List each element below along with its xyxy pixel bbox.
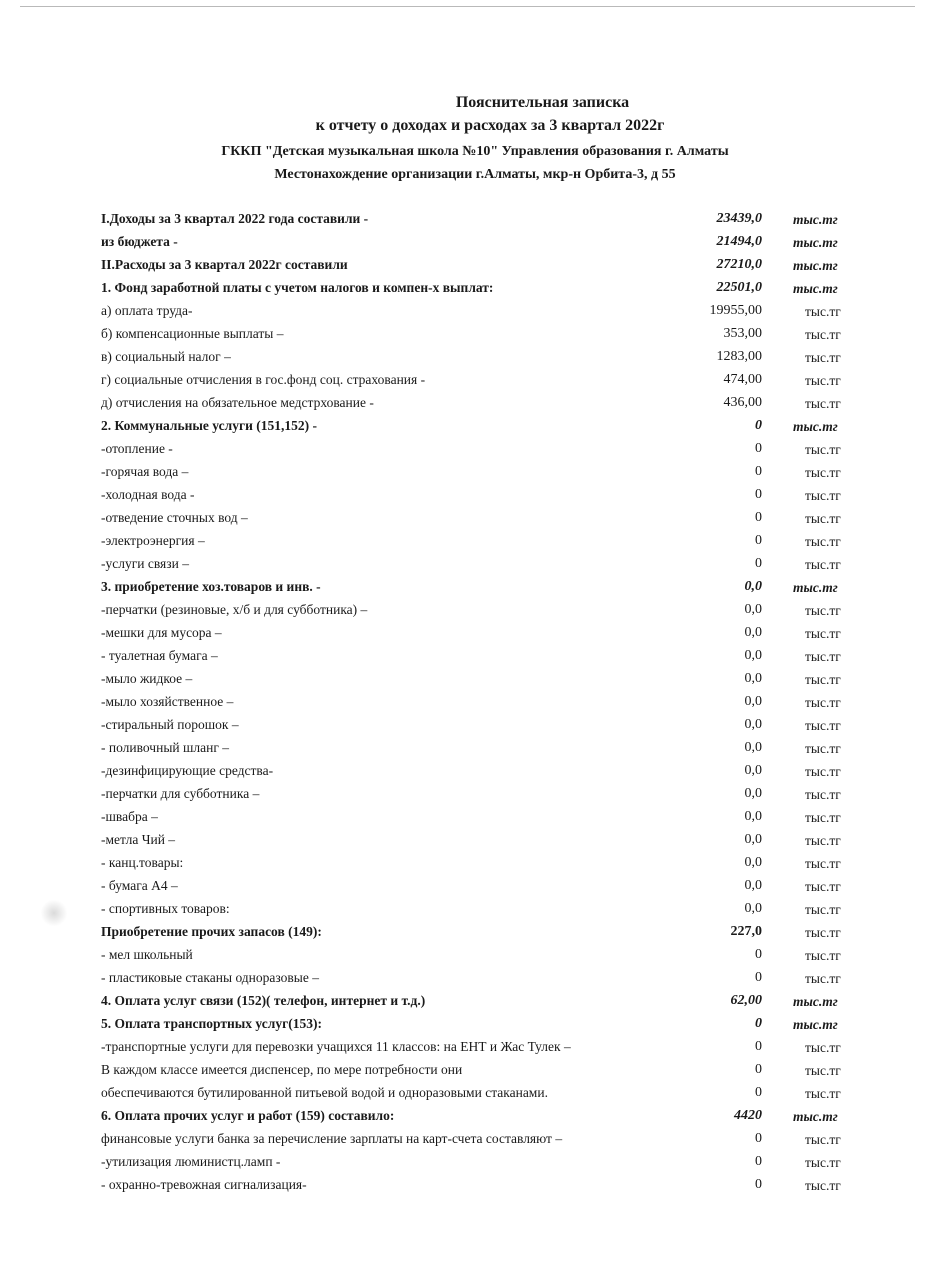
report-line-unit: тыс.тг xyxy=(793,212,838,227)
report-line-label: -отведение сточных вод – xyxy=(101,510,248,525)
report-line-value: 22501,0 xyxy=(716,280,762,295)
report-line-unit: тыс.тг xyxy=(805,304,841,319)
report-line-value: 21494,0 xyxy=(716,234,762,249)
report-line-label: - туалетная бумага – xyxy=(101,648,218,663)
report-line-unit: тыс.тг xyxy=(805,373,841,388)
report-line-value: 436,00 xyxy=(723,395,762,410)
report-line-label: б) компенсационные выплаты – xyxy=(101,326,284,341)
report-line-value: 0,0 xyxy=(744,740,762,755)
report-line-value: 0 xyxy=(755,510,762,525)
report-line-value: 23439,0 xyxy=(716,211,762,226)
report-line xyxy=(0,510,930,530)
report-line-label: 6. Оплата прочих услуг и работ (159) составило: xyxy=(101,1108,395,1123)
report-line-label: II.Расходы за 3 квартал 2022г составили xyxy=(101,257,348,272)
report-line-value: 0 xyxy=(755,970,762,985)
report-line-label: - поливочный шланг – xyxy=(101,740,230,755)
report-line-label: г) социальные отчисления в гос.фонд соц. страхования - xyxy=(101,372,426,387)
report-line-unit: тыс.тг xyxy=(805,1155,841,1170)
report-line-label: -перчатки для субботника – xyxy=(101,786,260,801)
report-line xyxy=(0,602,930,622)
report-line-value: 0,0 xyxy=(744,694,762,709)
report-line-value: 0 xyxy=(755,487,762,502)
report-line-value: 0,0 xyxy=(744,671,762,686)
report-line-label: из бюджета - xyxy=(101,234,178,249)
report-line-unit: тыс.тг xyxy=(805,1132,841,1147)
report-line xyxy=(0,809,930,829)
report-line-unit: тыс.тг xyxy=(805,902,841,917)
report-line-unit: тыс.тг xyxy=(805,350,841,365)
report-line-unit: тыс.тг xyxy=(805,327,841,342)
report-line xyxy=(0,832,930,852)
report-line xyxy=(0,901,930,921)
report-line-unit: тыс.тг xyxy=(805,1178,841,1193)
report-line-unit: тыс.тг xyxy=(793,1109,838,1124)
report-line-label: -транспортные услуги для перевозки учащихся 11 классов: на ЕНТ и Жас Тулек – xyxy=(101,1039,571,1054)
report-line-value: 227,0 xyxy=(730,924,762,939)
report-line xyxy=(0,970,930,990)
report-line-value: 1283,00 xyxy=(716,349,762,364)
report-line-label: -холодная вода - xyxy=(101,487,195,502)
report-line-unit: тыс.тг xyxy=(805,1063,841,1078)
report-line-label: 2. Коммунальные услуги (151,152) - xyxy=(101,418,317,433)
report-line xyxy=(0,487,930,507)
report-line-unit: тыс.тг xyxy=(805,971,841,986)
report-line xyxy=(0,349,930,369)
report-line xyxy=(0,579,930,599)
report-line-label: обеспечиваются бутилированной питьевой водой и одноразовыми стаканами. xyxy=(101,1085,548,1100)
report-line xyxy=(0,326,930,346)
report-line-label: - спортивных товаров: xyxy=(101,901,230,916)
report-line-value: 0,0 xyxy=(744,809,762,824)
report-line xyxy=(0,763,930,783)
report-line-unit: тыс.тг xyxy=(805,488,841,503)
report-line-label: -швабра – xyxy=(101,809,158,824)
report-line-unit: тыс.тг xyxy=(805,1040,841,1055)
report-line-label: В каждом классе имеется диспенсер, по мере потребности они xyxy=(101,1062,463,1077)
report-line-value: 0 xyxy=(755,556,762,571)
report-line-unit: тыс.тг xyxy=(805,672,841,687)
page-subtitle: к отчету о доходах и расходах за 3 квартал 2022г xyxy=(315,117,665,134)
report-line-label: -электроэнергия – xyxy=(101,533,205,548)
report-line-value: 0,0 xyxy=(744,878,762,893)
report-line-value: 0 xyxy=(755,1062,762,1077)
report-line xyxy=(0,1177,930,1197)
report-line xyxy=(0,671,930,691)
report-line-label: -стиральный порошок – xyxy=(101,717,239,732)
report-line xyxy=(0,303,930,323)
report-line-label: - бумага А4 – xyxy=(101,878,178,893)
report-line-label: 5. Оплата транспортных услуг(153): xyxy=(101,1016,322,1031)
report-line-unit: тыс.тг xyxy=(805,948,841,963)
report-line-value: 0,0 xyxy=(744,763,762,778)
report-line-unit: тыс.тг xyxy=(805,396,841,411)
report-line xyxy=(0,1039,930,1059)
report-line xyxy=(0,556,930,576)
report-line xyxy=(0,1016,930,1036)
report-line-label: - пластиковые стаканы одноразовые – xyxy=(101,970,319,985)
organization-location: Местонахождение организации г.Алматы, мкр-н Орбита-3, д 55 xyxy=(274,167,676,182)
report-line-value: 353,00 xyxy=(723,326,762,341)
report-line-value: 0 xyxy=(755,464,762,479)
report-line-unit: тыс.тг xyxy=(793,994,838,1009)
report-line-value: 0,0 xyxy=(744,648,762,663)
report-line xyxy=(0,1062,930,1082)
report-line xyxy=(0,625,930,645)
report-line-label: -мешки для мусора – xyxy=(101,625,222,640)
report-line-label: финансовые услуги банка за перечисление зарплаты на карт-счета составляют – xyxy=(101,1131,563,1146)
report-line-label: -мыло жидкое – xyxy=(101,671,193,686)
report-line xyxy=(0,372,930,392)
report-line-label: а) оплата труда- xyxy=(101,303,193,318)
report-line xyxy=(0,855,930,875)
report-line xyxy=(0,280,930,300)
report-line-unit: тыс.тг xyxy=(805,1086,841,1101)
report-line xyxy=(0,740,930,760)
report-line-unit: тыс.тг xyxy=(793,235,838,250)
organization-name: ГККП "Детская музыкальная школа №10" Управления образования г. Алматы xyxy=(221,144,729,159)
report-line-value: 0,0 xyxy=(744,832,762,847)
report-line-label: -услуги связи – xyxy=(101,556,189,571)
report-line-value: 0,0 xyxy=(744,625,762,640)
report-line-unit: тыс.тг xyxy=(793,1017,838,1032)
page-title: Пояснительная записка xyxy=(455,94,630,111)
report-line-unit: тыс.тг xyxy=(805,695,841,710)
report-line xyxy=(0,648,930,668)
report-line-label: -метла Чий – xyxy=(101,832,176,847)
report-line-unit: тыс.тг xyxy=(805,879,841,894)
report-line-unit: тыс.тг xyxy=(805,856,841,871)
report-line-unit: тыс.тг xyxy=(805,764,841,779)
report-line xyxy=(0,786,930,806)
report-line-value: 0 xyxy=(755,441,762,456)
report-line-label: - канц.товары: xyxy=(101,855,184,870)
report-line-unit: тыс.тг xyxy=(793,580,838,595)
report-line-value: 0 xyxy=(755,1177,762,1192)
report-line-value: 0 xyxy=(755,418,762,433)
report-line-label: -утилизация люминистц.ламп - xyxy=(101,1154,281,1169)
report-line xyxy=(0,694,930,714)
report-line-unit: тыс.тг xyxy=(805,534,841,549)
report-line-label: -мыло хозяйственное – xyxy=(101,694,234,709)
report-line xyxy=(0,395,930,415)
report-line xyxy=(0,533,930,553)
report-line-value: 0,0 xyxy=(744,602,762,617)
report-line-label: -горячая вода – xyxy=(101,464,189,479)
report-line-label: 4. Оплата услуг связи (152)( телефон, интернет и т.д.) xyxy=(101,993,426,1008)
report-line-unit: тыс.тг xyxy=(793,258,838,273)
report-line-label: -дезинфицирующие средства- xyxy=(101,763,274,778)
report-line-label: - охранно-тревожная сигнализация- xyxy=(101,1177,307,1192)
report-line-unit: тыс.тг xyxy=(805,925,841,940)
report-line-value: 0 xyxy=(755,1154,762,1169)
report-line-value: 4420 xyxy=(734,1108,762,1123)
report-line-value: 19955,00 xyxy=(709,303,762,318)
report-line-unit: тыс.тг xyxy=(805,557,841,572)
report-line xyxy=(0,211,930,231)
report-line-unit: тыс.тг xyxy=(805,741,841,756)
report-line xyxy=(0,1108,930,1128)
report-line-label: I.Доходы за 3 квартал 2022 года составили - xyxy=(101,211,369,226)
report-line-unit: тыс.тг xyxy=(805,649,841,664)
report-line-value: 0 xyxy=(755,1039,762,1054)
report-line-label: -отопление - xyxy=(101,441,173,456)
report-line-unit: тыс.тг xyxy=(805,810,841,825)
report-line-value: 0,0 xyxy=(744,855,762,870)
report-line xyxy=(0,441,930,461)
report-line-unit: тыс.тг xyxy=(805,465,841,480)
report-line xyxy=(0,924,930,944)
report-line-unit: тыс.тг xyxy=(805,626,841,641)
report-line-value: 0,0 xyxy=(744,786,762,801)
report-line-unit: тыс.тг xyxy=(805,603,841,618)
report-line xyxy=(0,257,930,277)
report-line-label: Приобретение прочих запасов (149): xyxy=(101,924,322,939)
report-line-value: 62,00 xyxy=(730,993,762,1008)
report-line-value: 0,0 xyxy=(744,717,762,732)
report-line xyxy=(0,464,930,484)
report-line-label: в) социальный налог – xyxy=(101,349,231,364)
report-line-unit: тыс.тг xyxy=(805,511,841,526)
report-line-unit: тыс.тг xyxy=(805,442,841,457)
report-line-unit: тыс.тг xyxy=(805,833,841,848)
report-line-value: 0 xyxy=(755,1016,762,1031)
report-line-value: 0 xyxy=(755,533,762,548)
report-line-unit: тыс.тг xyxy=(793,281,838,296)
report-line-unit: тыс.тг xyxy=(805,718,841,733)
report-line xyxy=(0,717,930,737)
report-line-label: - мел школьный xyxy=(101,947,193,962)
report-line-value: 0 xyxy=(755,1085,762,1100)
report-line xyxy=(0,1154,930,1174)
report-line-label: 3. приобретение хоз.товаров и инв. - xyxy=(101,579,321,594)
report-line-value: 474,00 xyxy=(723,372,762,387)
report-line-value: 0,0 xyxy=(744,901,762,916)
report-line xyxy=(0,1131,930,1151)
report-line-value: 0 xyxy=(755,947,762,962)
report-line xyxy=(0,234,930,254)
report-line-label: д) отчисления на обязательное медстрхование - xyxy=(101,395,374,410)
report-line-unit: тыс.тг xyxy=(793,419,838,434)
report-line-unit: тыс.тг xyxy=(805,787,841,802)
report-line-value: 0,0 xyxy=(744,579,762,594)
report-line-value: 0 xyxy=(755,1131,762,1146)
report-line xyxy=(0,1085,930,1105)
report-line-value: 27210,0 xyxy=(716,257,762,272)
report-line-label: 1. Фонд заработной платы с учетом налогов и компен-х выплат: xyxy=(101,280,494,295)
report-line xyxy=(0,878,930,898)
report-line-label: -перчатки (резиновые, х/б и для субботника) – xyxy=(101,602,368,617)
report-line xyxy=(0,993,930,1013)
report-line xyxy=(0,947,930,967)
report-line xyxy=(0,418,930,438)
